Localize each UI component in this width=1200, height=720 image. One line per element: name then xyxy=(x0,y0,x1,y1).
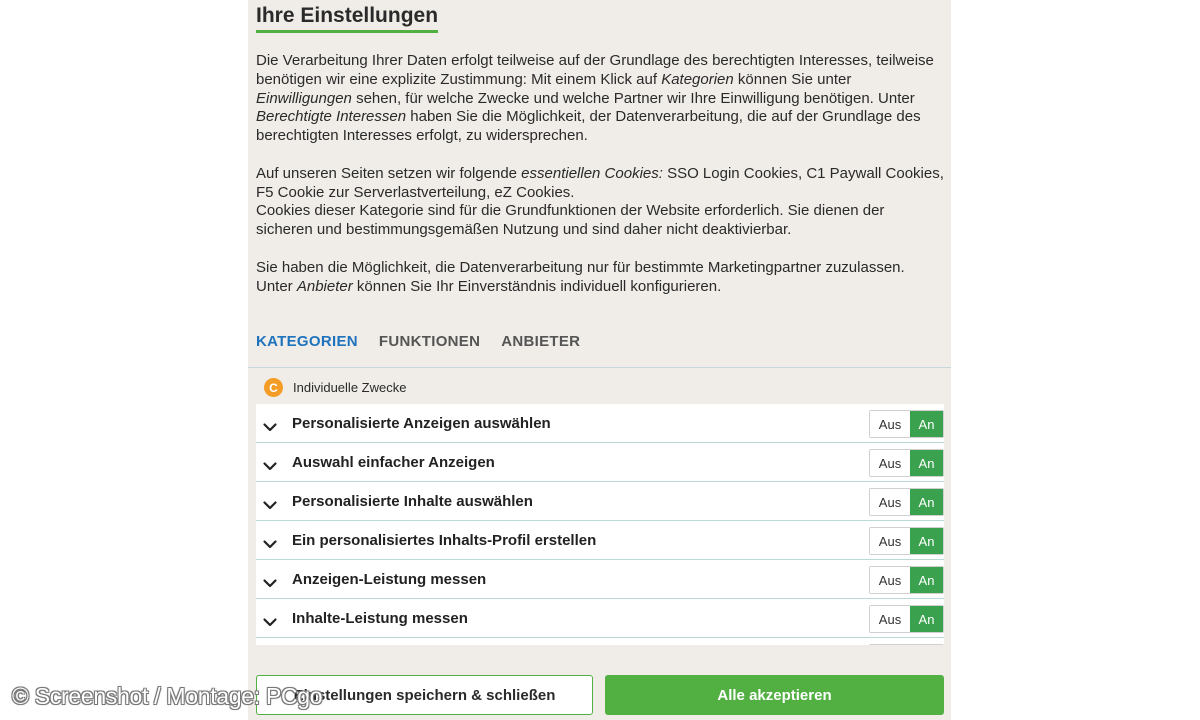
purpose-label: Inhalte-Leistung messen xyxy=(292,609,468,627)
chevron-down-icon[interactable] xyxy=(256,501,284,510)
purpose-row xyxy=(256,560,944,599)
intro-paragraph xyxy=(256,165,944,240)
purpose-label: Personalisierte Inhalte auswählen xyxy=(292,492,533,510)
toggle-off-option[interactable]: Aus xyxy=(870,489,910,515)
purpose-row xyxy=(256,443,944,482)
purpose-row xyxy=(256,521,944,560)
category-badge-icon: C xyxy=(264,378,283,397)
intro-segment: können Sie Ihr Einverständnis individuell konfigurieren. xyxy=(352,277,722,295)
consent-toggle[interactable] xyxy=(869,410,944,438)
intro-emphasis: Anbieter xyxy=(296,277,353,295)
purpose-label: Personalisierte Anzeigen auswählen xyxy=(292,414,551,432)
intro-segment: Die Verarbeitung Ihrer Daten erfolgt teilweise auf der Grundlage des berechtigten Interesses, teilweise benötigen wir eine explizite Zustimmung: Mit einem Klick auf xyxy=(256,52,934,88)
intro-segment: Cookies dieser Kategorie sind für die Grundfunktionen der Website erforderlich. Sie dienen der sicheren und bestimmungsgemäßen Nutzung und sind daher nicht deaktivierbar. xyxy=(256,202,885,239)
intro-paragraph xyxy=(256,259,944,297)
tab-funktionen[interactable]: FUNKTIONEN xyxy=(378,333,481,350)
consent-toggle[interactable] xyxy=(869,566,944,594)
intro-segment: SSO Login Cookies, C1 Paywall Cookies, F5 Cookie zur Serverlastverteilung, eZ Cookies. xyxy=(256,164,944,201)
purpose-row xyxy=(256,599,944,638)
toggle-on-option[interactable]: An xyxy=(910,606,943,632)
tab-kategorien[interactable]: KATEGORIEN xyxy=(256,333,358,350)
intro-emphasis: Berechtigte Interessen xyxy=(256,108,407,126)
toggle-off-option[interactable]: Aus xyxy=(870,606,910,632)
save-settings-button[interactable]: Einstellungen speichern & schließen xyxy=(256,675,593,715)
toggle-on-option[interactable]: An xyxy=(910,567,943,593)
watermark: © Screenshot / Montage: PCgo xyxy=(12,683,323,709)
consent-toggle[interactable] xyxy=(869,605,944,633)
toggle-off-option[interactable]: Aus xyxy=(870,411,910,437)
tab-anbieter[interactable]: ANBIETER xyxy=(501,333,581,350)
intro-segment: können Sie unter xyxy=(733,70,852,88)
intro-segment: Auf unseren Seiten setzen wir folgende xyxy=(256,164,522,182)
dialog-footer xyxy=(248,645,951,720)
toggle-off-option[interactable]: Aus xyxy=(870,450,910,476)
intro-text xyxy=(256,52,944,315)
tab-bar xyxy=(256,333,580,350)
intro-segment: Sie haben die Möglichkeit, die Datenverarbeitung nur für bestimmte Marketingpartner zuzulassen. Unter xyxy=(256,258,905,295)
intro-segment: sehen, für welche Zwecke und welche Partner wir Ihre Einwilligung benötigen. Unter xyxy=(351,89,915,107)
intro-emphasis: Einwilligungen xyxy=(256,89,352,107)
tab-divider xyxy=(248,367,951,368)
purpose-label: Auswahl einfacher Anzeigen xyxy=(292,453,495,471)
purpose-label: Anzeigen-Leistung messen xyxy=(292,570,487,588)
purpose-row xyxy=(256,482,944,521)
intro-segment: haben Sie die Möglichkeit, der Datenverarbeitung, die auf der Grundlage des berechtigten Interesses erfolgt, zu widersprechen. xyxy=(256,108,921,145)
section-label: Individuelle Zwecke xyxy=(293,380,407,395)
intro-emphasis: Kategorien xyxy=(661,70,734,88)
section-header xyxy=(264,378,406,397)
toggle-on-option[interactable]: An xyxy=(910,450,943,476)
purpose-row xyxy=(256,404,944,443)
toggle-off-option[interactable]: Aus xyxy=(870,528,910,554)
toggle-on-option[interactable]: An xyxy=(910,411,943,437)
consent-toggle[interactable] xyxy=(869,527,944,555)
toggle-on-option[interactable]: An xyxy=(910,528,943,554)
toggle-on-option[interactable]: An xyxy=(910,489,943,515)
intro-emphasis: essentiellen Cookies: xyxy=(521,164,663,182)
chevron-down-icon[interactable] xyxy=(256,423,284,432)
purpose-list xyxy=(256,404,944,644)
chevron-down-icon[interactable] xyxy=(256,540,284,549)
consent-toggle[interactable] xyxy=(869,488,944,516)
purpose-label: Ein personalisiertes Inhalts-Profil erstellen xyxy=(292,531,597,549)
consent-dialog xyxy=(248,0,951,720)
chevron-down-icon[interactable] xyxy=(256,579,284,588)
chevron-down-icon[interactable] xyxy=(256,618,284,627)
consent-toggle[interactable] xyxy=(869,449,944,477)
chevron-down-icon[interactable] xyxy=(256,462,284,471)
accept-all-button[interactable]: Alle akzeptieren xyxy=(605,675,944,715)
dialog-title: Ihre Einstellungen xyxy=(256,4,438,33)
intro-paragraph xyxy=(256,52,944,146)
toggle-off-option[interactable]: Aus xyxy=(870,567,910,593)
